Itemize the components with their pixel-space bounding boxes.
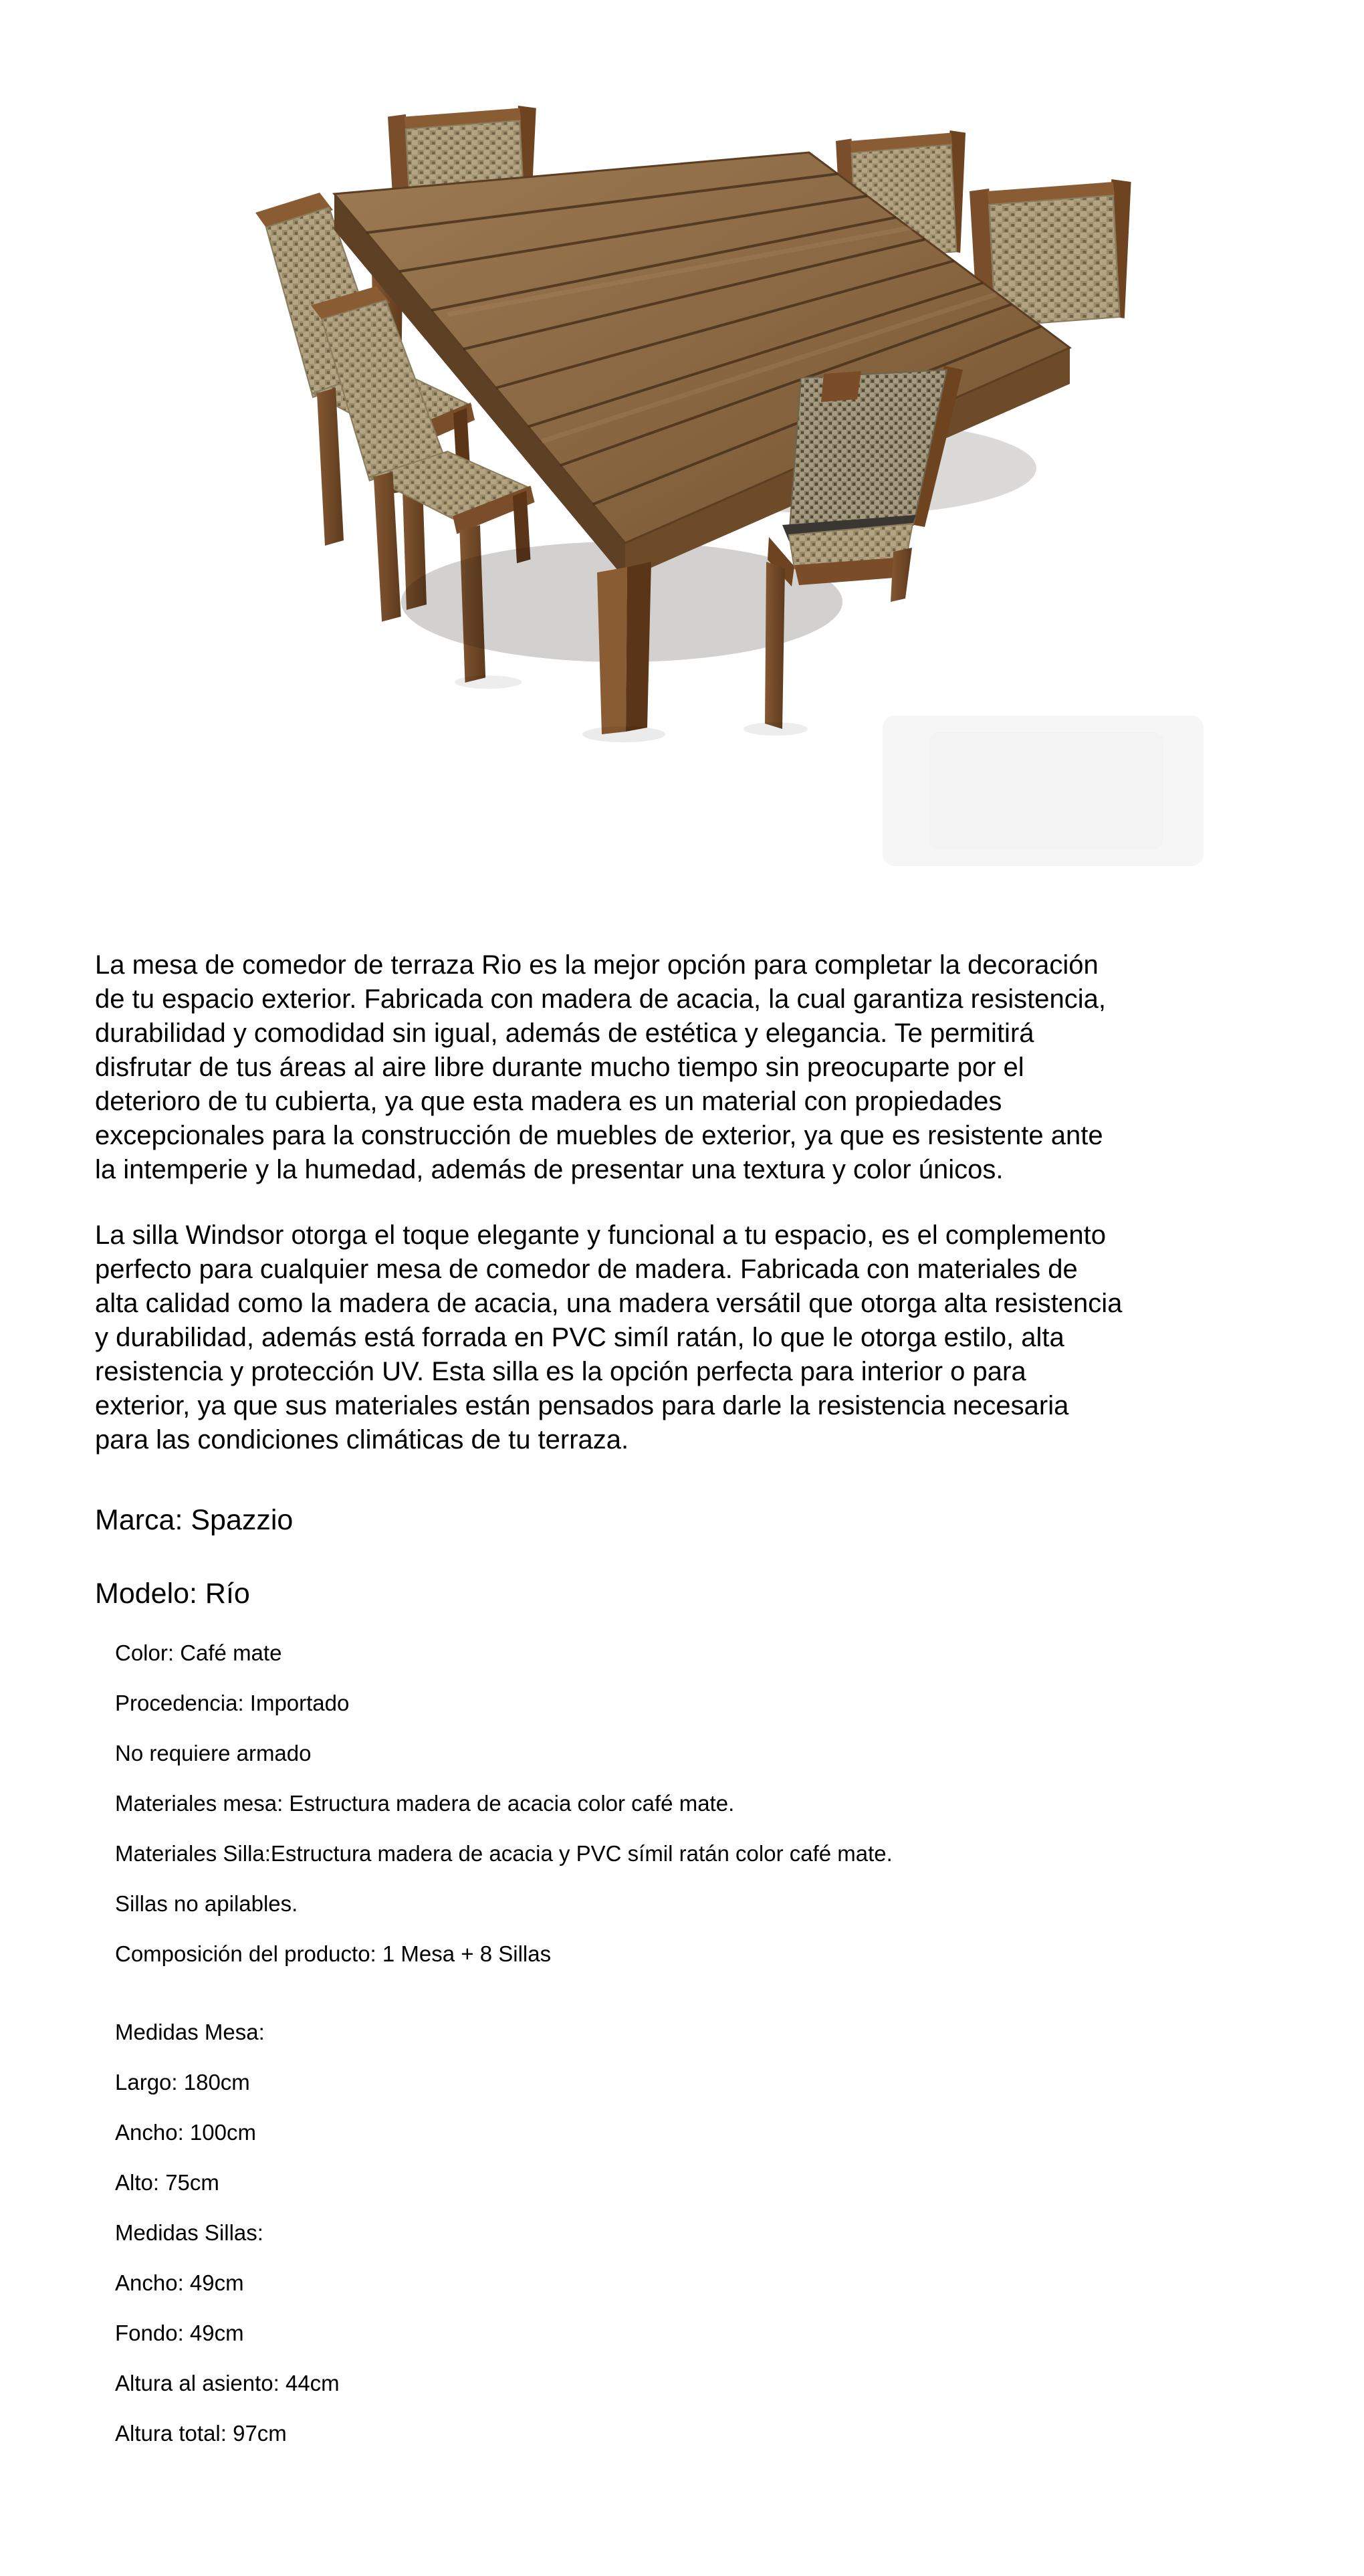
measure-chair-width: Ancho: 49cm xyxy=(115,2270,244,2295)
dining-set-illustration xyxy=(247,94,1214,873)
description-line: La silla Windsor otorga el toque elegante y funcional a tu espacio, es el complemento xyxy=(95,1220,1107,1250)
measure-chairs-heading: Medidas Sillas: xyxy=(115,2220,263,2245)
detail-assembly: No requiere armado xyxy=(115,1741,312,1765)
measure-chair-total-height: Altura total: 97cm xyxy=(115,2421,287,2446)
measure-table-height: Alto: 75cm xyxy=(115,2170,219,2195)
product-description-section xyxy=(95,948,1285,2470)
description-line: excepcionales para la construcción de muebles de exterior, ya que es resistente ante xyxy=(95,1121,1103,1150)
description-line: de tu espacio exterior. Fabricada con madera de acacia, la cual garantiza resistencia, xyxy=(95,984,1106,1014)
brand-text: Marca: Spazzio xyxy=(95,1504,294,1536)
description-line: y durabilidad, además está forrada en PVC simíl ratán, lo que le otorga estilo, alta xyxy=(95,1323,1064,1352)
detail-color: Color: Café mate xyxy=(115,1640,282,1665)
model-text: Modelo: Río xyxy=(95,1578,250,1610)
measure-chair-seat-height: Altura al asiento: 44cm xyxy=(115,2371,340,2395)
detail-origin: Procedencia: Importado xyxy=(115,1691,350,1715)
measure-table-width: Ancho: 100cm xyxy=(115,2120,256,2145)
detail-stackable: Sillas no apilables. xyxy=(115,1891,298,1916)
description-line: La mesa de comedor de terraza Rio es la mejor opción para completar la decoración xyxy=(95,950,1099,980)
measure-chair-depth: Fondo: 49cm xyxy=(115,2321,244,2345)
description-paragraph-2 xyxy=(95,1218,1285,1457)
measure-table-length: Largo: 180cm xyxy=(115,2070,250,2095)
measure-table-heading: Medidas Mesa: xyxy=(115,2020,265,2044)
product-photo xyxy=(247,94,1214,873)
description-line: perfecto para cualquier mesa de comedor de madera. Fabricada con materiales de xyxy=(95,1255,1078,1284)
description-paragraph-1 xyxy=(95,948,1285,1187)
detail-composition: Composición del producto: 1 Mesa + 8 Sillas xyxy=(115,1941,552,1966)
detail-chair-materials: Materiales Silla:Estructura madera de acacia y PVC símil ratán color café mate. xyxy=(115,1841,893,1866)
description-line: durabilidad y comodidad sin igual, además de estética y elegancia. Te permitirá xyxy=(95,1018,1034,1048)
detail-table-materials: Materiales mesa: Estructura madera de acacia color café mate. xyxy=(115,1791,735,1816)
product-details-list xyxy=(115,1639,1285,1968)
description-line: exterior, ya que sus materiales están pensados para darle la resistencia necesaria xyxy=(95,1391,1069,1420)
description-line: disfrutar de tus áreas al aire libre durante mucho tiempo sin preocuparte por el xyxy=(95,1053,1024,1082)
description-line: resistencia y protección UV. Esta silla es la opción perfecta para interior o para xyxy=(95,1357,1026,1386)
description-line: deterioro de tu cubierta, ya que esta madera es un material con propiedades xyxy=(95,1087,1002,1116)
description-line: alta calidad como la madera de acacia, una madera versátil que otorga alta resistencia xyxy=(95,1289,1123,1318)
description-line: para las condiciones climáticas de tu terraza. xyxy=(95,1425,629,1455)
measurements-list xyxy=(115,2018,1285,2448)
description-line: la intemperie y la humedad, además de presentar una textura y color únicos. xyxy=(95,1155,1004,1184)
